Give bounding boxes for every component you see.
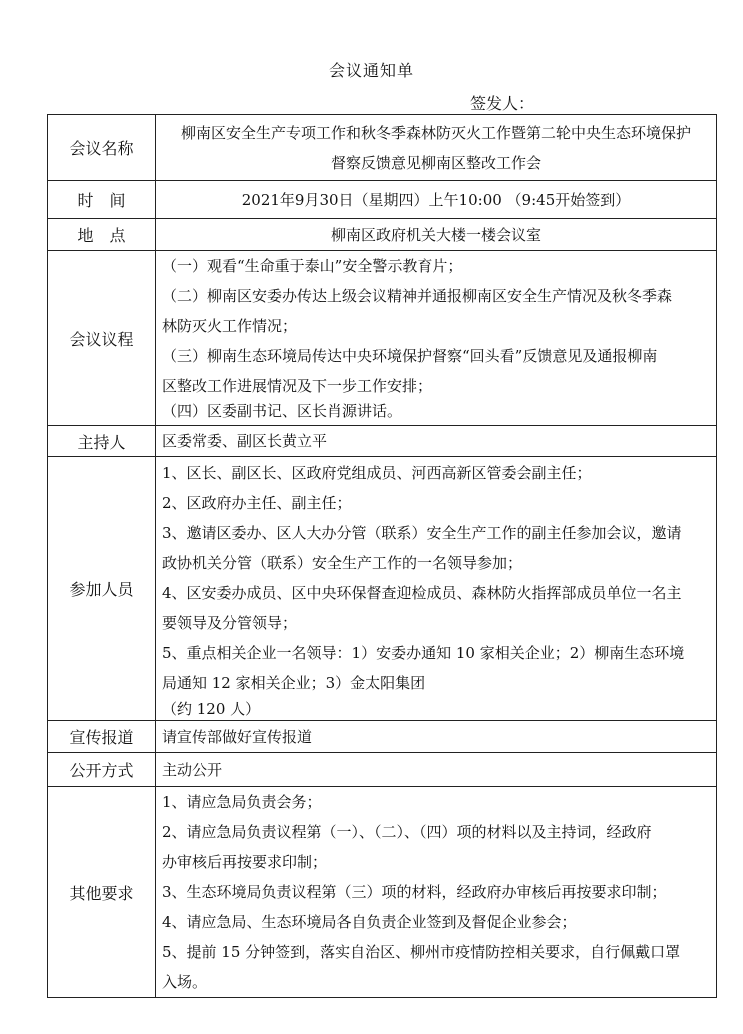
agenda-line: （一）观看“生命重于泰山”安全警示教育片； (162, 257, 463, 275)
other-line: 3、生态环境局负责议程第（三）项的材料，经政府办审核后再按要求印制； (162, 883, 667, 901)
meeting-name-line: 柳南区安全生产专项工作和秋冬季森林防灭火工作暨第二轮中央生态环境保护 (180, 123, 691, 142)
label-other: 其他要求 (48, 787, 156, 998)
row-host (48, 426, 717, 457)
participants-line: 2、区政府办主任、副主任； (162, 493, 352, 512)
agenda-line: （三）柳南生态环境局传达中央环境保护督察“回头看”反馈意见及通报柳南 (162, 347, 658, 365)
label-disclosure: 公开方式 (48, 753, 156, 787)
value-host: 区委常委、副区长黄立平 (156, 426, 717, 457)
value-place: 柳南区政府机关大楼一楼会议室 (156, 219, 717, 251)
label-meeting-name: 会议名称 (48, 115, 156, 181)
participants-line: 1、区长、副区长、区政府党组成员、河西高新区管委会副主任； (162, 463, 592, 482)
value-participants (156, 457, 717, 721)
agenda-line: 区整改工作进展情况及下一步工作安排； (162, 377, 433, 395)
participants-line: 要领导及分管领导； (162, 613, 298, 632)
meeting-name-line: 督察反馈意见柳南区整改工作会 (330, 153, 541, 172)
other-line: 4、请应急局、生态环境局各自负责企业签到及督促企业参会； (162, 913, 577, 931)
value-time: 2021年9月30日（星期四）上午10:00 （9:45开始签到） (156, 181, 717, 219)
participants-line: （约 120 人） (162, 699, 261, 718)
participants-line: 3、邀请区委办、区人大办分管（联系）安全生产工作的副主任参加会议，邀请 (162, 523, 682, 542)
participants-line: 政协机关分管（联系）安全生产工作的一名领导参加； (162, 553, 523, 572)
label-agenda: 会议议程 (48, 251, 156, 426)
label-place: 地 点 (48, 219, 156, 251)
other-line: 5、提前 15 分钟签到，落实自治区、柳州市疫情防控相关要求，自行佩戴口罩 (162, 943, 681, 961)
row-participants (48, 457, 717, 721)
value-meeting-name (156, 115, 717, 181)
row-time (48, 181, 717, 219)
participants-line: 4、区安委办成员、区中央环保督查迎检成员、森林防火指挥部成员单位一名主 (162, 583, 682, 602)
row-agenda (48, 251, 717, 426)
document-title: 会议通知单 (328, 61, 414, 80)
other-line: 办审核后再按要求印制； (162, 853, 328, 871)
agenda-line: （二）柳南区安委办传达上级会议精神并通报柳南区安全生产情况及秋冬季森 (162, 287, 673, 305)
label-time: 时 间 (48, 181, 156, 219)
row-disclosure (48, 753, 717, 787)
other-line: 入场。 (162, 973, 208, 991)
row-other (48, 787, 717, 998)
other-line: 2、请应急局负责议程第（一）、（二）、（四）项的材料以及主持词，经政府 (162, 823, 652, 841)
signer-label: 签发人： (470, 94, 535, 113)
other-line: 1、请应急局负责会务； (162, 793, 322, 811)
label-participants: 参加人员 (48, 457, 156, 721)
value-disclosure: 主动公开 (156, 753, 717, 787)
value-agenda (156, 251, 717, 426)
agenda-line: 林防灭火工作情况； (162, 317, 298, 335)
value-publicity: 请宣传部做好宣传报道 (156, 721, 717, 753)
agenda-line: （四）区委副书记、区长肖源讲话。 (162, 402, 403, 420)
label-publicity: 宣传报道 (48, 721, 156, 753)
participants-line: 局通知 12 家相关企业；3）金太阳集团 (162, 673, 426, 692)
row-publicity (48, 721, 717, 753)
value-other (156, 787, 717, 998)
label-host: 主持人 (48, 426, 156, 457)
participants-line: 5、重点相关企业一名领导：1）安委办通知 10 家相关企业；2）柳南生态环境 (162, 643, 685, 662)
row-place (48, 219, 717, 251)
row-meeting-name (48, 115, 717, 181)
meeting-notice-table (47, 114, 717, 998)
